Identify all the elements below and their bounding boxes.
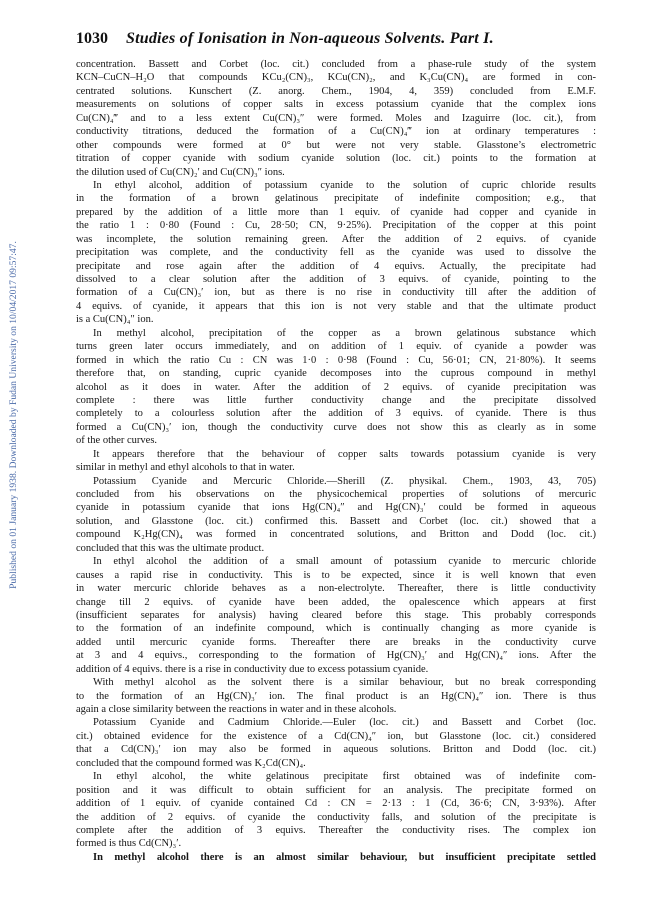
text-line: that a Cd(CN)₃′ ion may also be formed in aqueous solutions. Britton and Dodd (loc. cit.) — [76, 744, 596, 756]
running-title: Studies of Ionisation in Non-aqueous Solvents. Part I. — [126, 30, 494, 47]
article-body — [76, 58, 596, 864]
text-line: formed in which the ratio Cu : CN was 1·0 : 0·98 (Found : Cu, 56·01; CN, 21·80%). It seems — [76, 354, 596, 366]
text-line: completely to a colourless solution after the addition of 3 equivs. of cyanide. There is thus — [76, 408, 596, 420]
text-line: compound K₂Hg(CN)₄ was formed in concentrated solutions, and Britton and Dodd (loc. cit.) — [76, 529, 596, 541]
text-line: In methyl alcohol, precipitation of the copper as a brown gelatinous substance which — [93, 327, 596, 339]
text-line: added until mercuric cyanide forms. Thereafter there are breaks in the conductivity curve — [76, 636, 596, 648]
text-line: similar in methyl and ethyl alcohols to that in water. — [76, 462, 295, 474]
text-line: Cu(CN)₄‴ and to a less extent Cu(CN)₃″ were formed. Moles and Izaguirre (loc. cit.), from — [76, 112, 596, 124]
text-line: the dilution used of Cu(CN)₂′ and Cu(CN)₃″ ions. — [76, 166, 285, 178]
text-line: concluded that the compound formed was K₂Cd(CN)₄. — [76, 757, 306, 769]
text-line: Potassium Cyanide and Mercuric Chloride.—Sherill (Z. physikal. Chem., 1903, 43, 705) — [93, 475, 596, 487]
text-line: at 3 and 4 equivs., corresponding to the formation of Hg(CN)₃′ and Hg(CN)₄″ ions. After the — [76, 650, 596, 662]
text-line: With methyl alcohol as the solvent there is a similar behaviour, but no break corresponding — [93, 677, 596, 689]
text-line: in water mercuric chloride behaves as a non-electrolyte. Thereafter, there is little conductivity — [76, 583, 596, 595]
text-line: KCN–CuCN–H₂O that compounds KCu₂(CN)₃, KCu(CN)₂, and K₃Cu(CN)₄ are formed in con- — [76, 72, 596, 84]
text-line: change till 2 equivs. of cyanide have been added, the opalescence which appears at first — [76, 596, 596, 608]
text-line: to the formation of an indefinite compound, which is continually changing as more cyanide is — [76, 623, 596, 635]
text-line: position and it was difficult to obtain sufficient for an analysis. The precipitate formed on — [76, 784, 596, 796]
text-line: solution, and Glasstone (loc. cit.) confirmed this. Bassett and Corbet (loc. cit.) showed that a — [76, 515, 596, 527]
text-line: is a Cu(CN)₄″ ion. — [76, 314, 154, 326]
text-line: In ethyl alcohol, addition of potassium cyanide to the solution of cupric chloride results — [93, 179, 596, 191]
page-number: 1030 — [76, 30, 108, 47]
text-line: It appears therefore that the behaviour of copper salts towards potassium cyanide is very — [93, 448, 596, 460]
text-line: causes a rapid rise in conductivity. This is to be expected, since it is well known that even — [76, 569, 596, 581]
text-line: cit.) obtained evidence for the existence of a Cd(CN)₄″ ion, but Glasstone (loc. cit.) considered — [76, 730, 596, 742]
text-line: In ethyl alcohol, the white gelatinous precipitate first obtained was of indefinite com- — [93, 771, 596, 783]
text-line: to the formation of an Hg(CN)₃′ ion. The final product is an Hg(CN)₄″ ion. There is thus — [76, 690, 596, 702]
text-line: addition of 1 equiv. of cyanide contained Cd : CN = 2·13 : 1 (Cd, 36·6; CN, 3·93%). After — [76, 798, 596, 810]
text-line: in the formation of a brown gelatinous precipitate of indefinite composition; e.g., that — [76, 193, 596, 205]
text-line: titration of copper cyanide with sodium cyanide solution (loc. cit.) points to the formation at — [76, 153, 596, 165]
text-line: cyanide in potassium cyanide that ions Hg(CN)₄″ and Hg(CN)₃′ could be formed in aqueous — [76, 502, 596, 514]
text-line: addition of 4 equivs. there is a rise in conductivity due to excess potassium cyanide. — [76, 663, 429, 675]
publication-watermark-note: Published on 01 January 1938. Downloaded by Fudan University on 10/04/2017 09:57:47. — [8, 241, 19, 589]
text-line: dissolved to a clear solution after the addition of 3 equivs. of cyanide, pointing to the — [76, 274, 596, 285]
text-line: conductivity titrations, deduced the formation of a Cu(CN)₄‴ ion at ordinary temperatures : — [76, 126, 596, 138]
text-line: again a close similarity between the reactions in water and in these alcohols. — [76, 704, 397, 715]
text-line: centrated solutions. Kunschert (Z. anorg. Chem., 1904, 4, 359) concluded from E.M.F. — [76, 85, 596, 97]
text-line: formation of a Cu(CN)₃′ ion, but as there is no rise in conductivity till after the addition of — [76, 287, 596, 299]
text-line: formed is thus Cd(CN)₃′. — [76, 838, 182, 850]
text-line: alcohol as it does in water. After the addition of 2 equivs. of cyanide precipitation was — [76, 381, 596, 393]
text-line: In methyl alcohol there is an almost similar behaviour, but insufficient precipitate settled — [93, 851, 596, 863]
text-line: therefore that, on standing, cupric cyanide decomposes into the cuprous compound in methyl — [76, 368, 596, 380]
text-line: precipitate and rose again after the addition of 4 equivs. Actually, the precipitate had — [76, 260, 596, 272]
text-line: (insufficient separates for analysis) having cleared before this stage. This probably corresponds — [76, 609, 596, 621]
text-line: measurements on solutions of copper salts in excess potassium cyanide that the complex ions — [76, 99, 596, 111]
text-line: other compounds were formed at 0° but were not very stable. Glasstone’s electrometric — [76, 139, 596, 151]
text-line: concluded from his observations on the physicochemical properties of solutions of mercuric — [76, 489, 596, 500]
text-line: 4 equivs. of cyanide, it appears that this ion is not very stable and that the ultimate product — [76, 300, 596, 312]
text-line: of the other curves. — [76, 435, 158, 447]
text-line: turns green later occurs immediately, and on addition of 1 equiv. of cyanide a powder was — [76, 341, 596, 353]
text-line: In ethyl alcohol the addition of a small amount of potassium cyanide to mercuric chloride — [93, 556, 596, 568]
text-line: the ratio 1 : 0·80 (Found : Cu, 28·50; CN, 9·25%). Precipitation of the copper at this point — [76, 220, 596, 232]
text-line: was incomplete, the solution remaining green. After the addition of 2 equivs. of cyanide — [76, 233, 596, 245]
text-line: the addition of 2 equivs. of cyanide the conductivity falls, and solution of the precipitate is — [76, 811, 596, 823]
text-line: concluded that this was the ultimate product. — [76, 542, 265, 554]
text-line: prepared by the addition of a little more than 1 equiv. of cyanide had copper and cyanide in — [76, 206, 596, 218]
text-line: precipitation was complete, and the conductivity fell as the cyanide was used to dissolve the — [76, 247, 596, 259]
text-line: complete after the addition of 3 equivs. Thereafter the conductivity rises. The complex ion — [76, 824, 596, 836]
page-header — [76, 30, 596, 52]
text-line: complete : there was little further conductivity change and the precipitate dissolved — [76, 394, 596, 406]
text-line: concentration. Bassett and Corbet (loc. cit.) concluded from a phase-rule study of the system — [76, 59, 596, 70]
text-line: Potassium Cyanide and Cadmium Chloride.—Euler (loc. cit.) and Bassett and Corbet (loc. — [93, 717, 596, 729]
text-line: formed a Cu(CN)₃′ ion, though the conductivity curve does not show this as clearly as in some — [76, 421, 596, 433]
